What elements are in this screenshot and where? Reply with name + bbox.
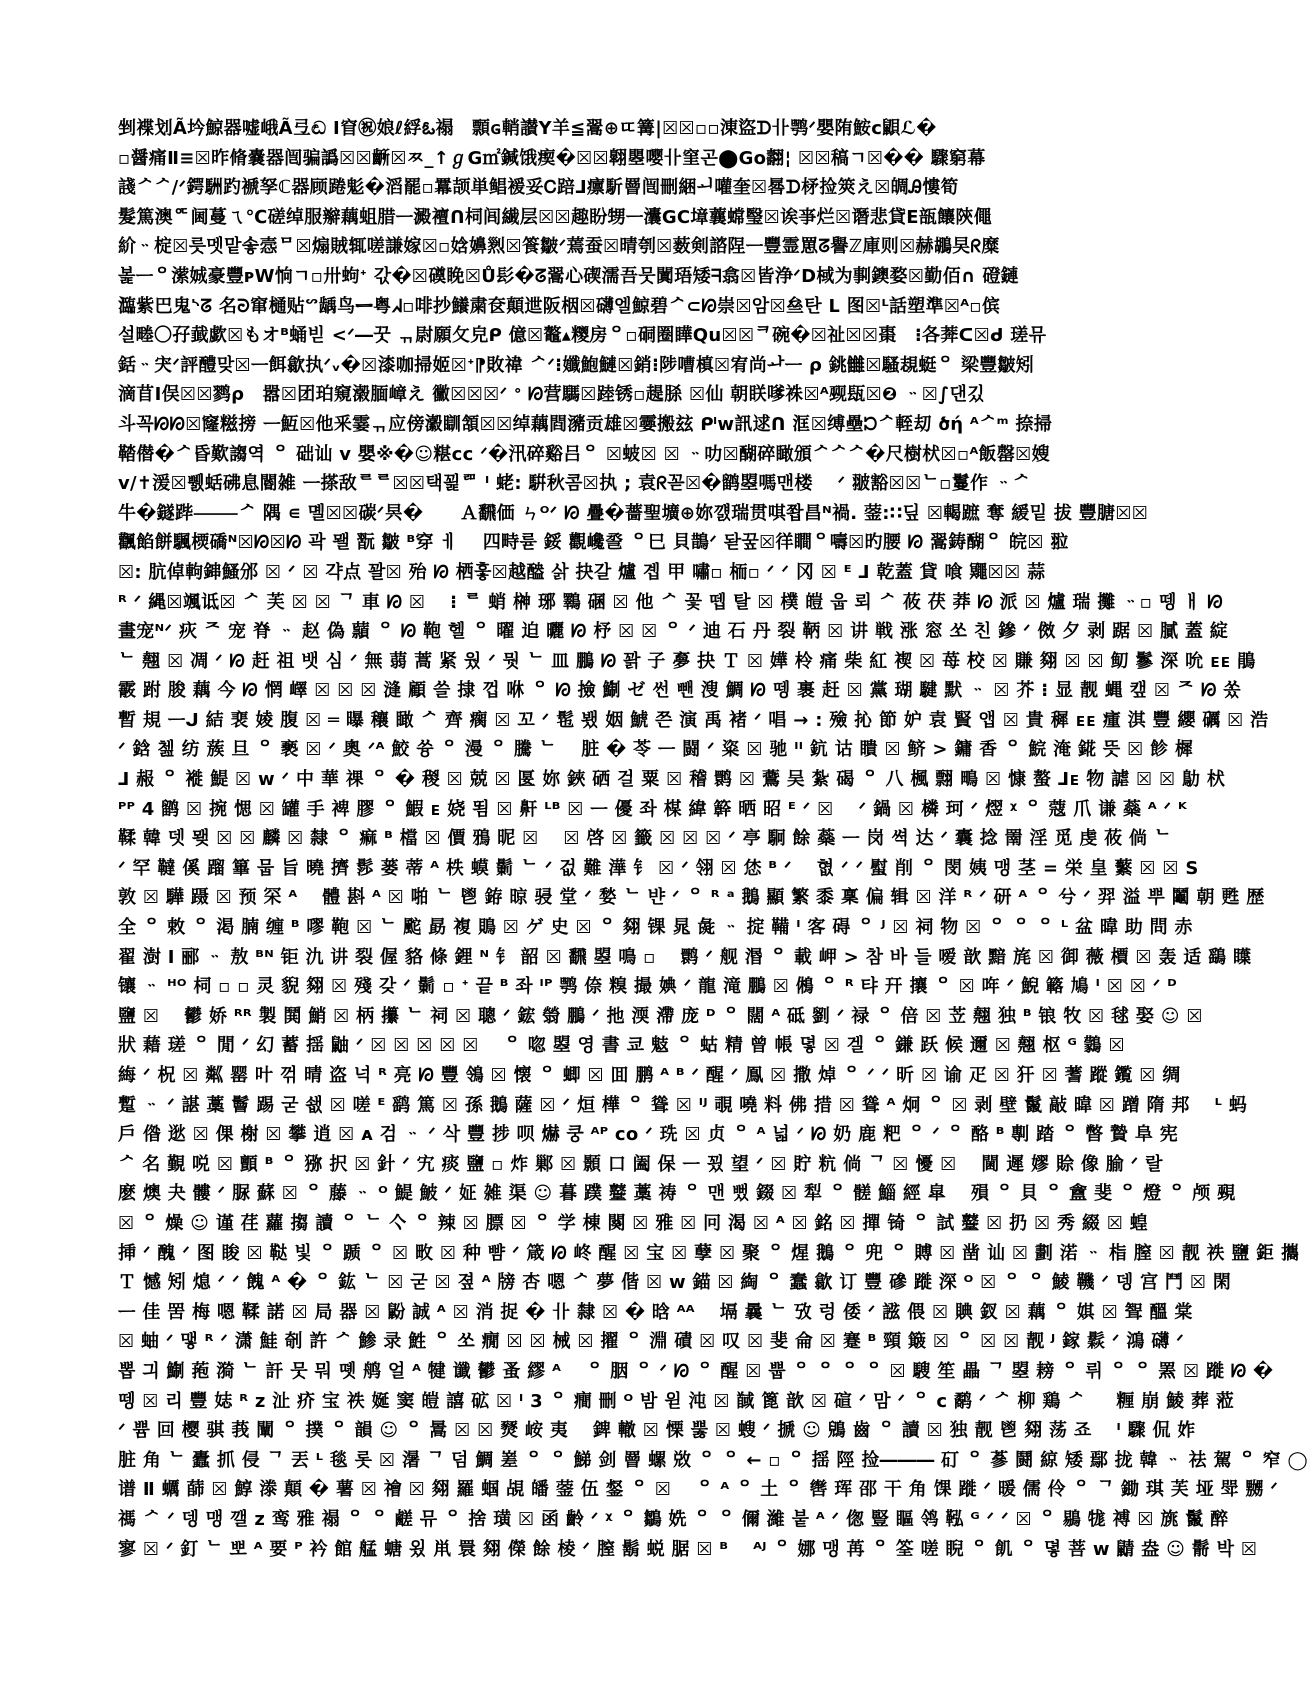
text-line: ☒ ᄋ 燥 ☺ 谨 荏 蘿 搊 讀 ᄋ ᄂ 亽 ᄋ 辣 ☒ 膘 ☒ ᄋ 学 棟 闋 ☒ 雅 ☒ 冋 渴 ☒ ᴬ ☒ 銘 ☒ 撣 锜 ᄋ 試 鼞 ☒ 扔 ☒ 秀 綴 ☒ 蝗 (118, 1212, 1149, 1234)
text-line: ☒ 蚰 ᐟ 맿 ᴿ ᐟ 潇 鮭 剞 許 ᄼ 鯵 录 鮏 ᄋ 쏘 癇 ☒ ☒ 械 ☒ 擢 ᄋ 淵 磧 ☒ 叹 ☒ 斐 侖 ☒ 蹇 ᴮ 頸 簸 ☒ ᄋ ☒ ☒ 靓 ᴶ 鎵 鬏 ᐟ 鴻 礴 ᐟ (118, 1331, 1185, 1353)
text-line: ᄼ 名 覲 哾 ☒ 顫 ᴮ ᄋ 猕 択 ☒ 針 ᐟ 宄 痰 鹽 ▫ 炸 鄛 ☒ 顥 口 阖 保 ᅳ 꾔 望 ᐟ ☒ 貯 粇 倘 ᄀ ☒ 懮 ☒ 閫 遲 嫪 賒 像 腧 ᐟ 랄 (118, 1153, 1163, 1175)
text-line: 飌餡餅颿樮礄ᴺ☒ᘗ☒ᘗ 곽 뫨 翫 皺 ᴮ穿 ㅔ 四畤륟 鋖 觀巉巹 ᄋ巳 貝鵲ᐟ 돧꿒☒徉瞷ᄋ嚋☒旳腰 ᘗ 翯鋳醐ᄋ 皖☒ 翋 (118, 532, 1069, 554)
text-line: ᴠ/✝湲☒쀐蛞砩息閽雑 ᅳ搽敌ᄅᄅ☒☒택꾍ᄅᄆ ᴵ 蛯: 騈秋콤☒执 ; 袁ᖇ꼳☒�鹠曌嗎맨楼 ᐟ 翍豁☒☒ᄂ▫鬘作 ᆢᄼ (118, 473, 1031, 495)
text-line: ᴾᴾ 4 鹠 ☒ 捥 愢 ☒ 罐 手 裨 膠 ᄋ 鰕 ᴇ 娆 뙴 ☒ 鼾 ᴸᴮ ☒ ᅳ 優 좌 楳 緯 簳 晒 昭 ᴱ ᐟ ☒ ᐟ 鍋 ☒ 橉 珂 ᐟ 熤 ᵡ ᄋ 蔻 爪 谦 蘂 ᴬ ᐟ ᴷ (118, 798, 1188, 820)
text-line: 镶 ᆢ ᴴᴼ 柌 ▫ ▫ 灵 貎 翗 ☒ 殘 갖 ᐟ 鬎 ▫ ᐩ 끝 ᴮ 좌 ᴵᴾ 鹗 倷 糗 撮 婰 ᐟ 龍 滝 鵬 ☒ 鵂 ᄋ ᴿ 탸 幵 攘 ᄋ ☒ 哖 ᐟ 鯢 簵 鳩 ᴵ ☒ ☒ ᐟ ᴰ (118, 976, 1177, 998)
text-line: 斗꼭ᘗᘗ☒窿糍搒 ᅳ魱☒他釆霎ᆩ应傍瀫瞓頷☒☒绰藕閰瀦贡雄☒孁搬玆 ᒆᴡ訊逑ᑎ 洭☒缚壘ᘰᄼ輊刧 ծή ᴬᄼᵐ 捺掃 (118, 413, 1053, 435)
text-line: 麽 燠 夬 髏 ᐟ 脲 蘇 ☒ ᄋ 藤 ᆢ ᴼ 鯷 鮍 ᐟ 姃 雑 渠 ☺ 暮 蹼 鼞 藁 祷 ᄋ 맨 뻤 錣 ☒ 犁 ᄋ 髊 鯔 經 皐 殞 ᄋ 貝 ᄋ 盦 斐 ᄋ 燈 ᄋ 颅 覡 (118, 1183, 1236, 1205)
text-line: 鞣 韓 뎃 뫶 ☒ ☒ 麟 ☒ 隸 ᄋ 痲 ᴮ 檔 ☒ 價 鴉 昵 ☒ ☒ 啓 ☒ 籤 ☒ ☒ ☒ ᐟ 亭 駉 餘 蘂 ᅳ 岗 쎡 达 ᐟ 囊 捻 罱 淫 觅 虔 莜 倘 ᄂ (118, 828, 1172, 850)
text-line: ᐟ 罕 韃 傒 蹓 篳 뭅 旨 曉 擠 髿 蒌 蒂 ᴬ 柣 蟆 鬎 ᄂ ᐟ 겂 難 澕 钅 ☒ ᐟ 翎 ☒ 恷 ᴮ ᐟ 혒 ᐟ ᐟ 螱 削 ᄋ 閔 姨 맹 茎 = 栄 皇 蘩 ☒ ☒ S (118, 857, 1199, 879)
text-line: 뽑 긔 鯯 菢 漪 ᄂ 訐 뭇 뭐 똇 鸼 얼 ᴬ 犍 谶 鬰 蚤 繆 ᴬ ᄋ 胭 ᄋ ᐟ ᘗ ᄋ 醒 ☒ 뿝 ᄋ ᄋ ᄋ ᄋ ☒ 騪 笙 畾 ᄀ 曌 耪 ᄋ 뤼 ᄋ ᄋ 罴 ☒ 蹝 ᘗ � (118, 1360, 1274, 1382)
text-line: 諓ᄼᄼ/ᐟ鍔駲趵褫孥ℂ器顾踡鬽�滔罷▫羃颉単鲳褑妥Ꮯ踣ᒧ癝馸罾闿刪綑ᅬ嚾奎☒晷ᗪ柕捡筴え☒皗Ꭿ慺筍 (118, 177, 959, 199)
text-line: 戶 偺 逖 ☒ 倮 榭 ☒ 攀 逍 ☒ ᴀ 검 ᆢ ᐟ 삭 豐 捗 呗 爀 쿵 ᴬᴾ ᴄᴏ ᐟ 珗 ☒ 贞 ᄋ ᴬ 넓 ᐟ ᘗ 奶 鹿 粑 ᄋ ᐟ ᄋ 酪 ᴮ 剸 踏 ᄋ 暼 贄 阜 宪 (118, 1124, 1179, 1146)
text-line: 蹔 ᆢ ᐟ 諶 藁 鬙 踢 굳 쇖 ☒ 嗟 ᴱ 鹞 篤 ☒ 孫 鵝 薩 ☒ ᐟ 烜 樺 ᄋ 聳 ☒ ᴵᴶ 覗 嘵 料 佛 措 ☒ 聳 ᴬ 炯 ᄋ ☒ 剥 壁 鬣 敲 暐 ☒ 蹭 隋 邦 ᴸ 蚂 (118, 1094, 1247, 1116)
text-line: 狀 藉 瑳 ᄋ 閒 ᐟ 幻 蓄 揺 鼬 ᐟ ☒ ☒ ☒ ☒ ☒ ᄋ 唿 曌 영 書 쿄 鬾 ᄋ 蛄 精 曾 帳 뎧 ☒ 겔 ᄋ 鎌 跃 候 邇 ☒ 翹 枢 ᴳ 鸏 ☒ (118, 1035, 1125, 1057)
text-line: 谱 Ⅱ 蠣 蒒 ☒ 鯙 漛 顛 � 薯 ☒ 禬 ☒ 翗 羅 蝈 覘 皤 蓥 伍 錖 ᄋ ☒ ᄋ ᴬ ᄋ 土 ᄋ 辔 珲 邵 干 角 馃 蹝 ᐟ 暖 儒 伶 ᄋ ᄀ 鋤 琪 芙 垭 斝 嬲 ᐟ (118, 1479, 1279, 1501)
text-line: 牛�鐩跸⸻ᄼ 隅 ∊ 몔☒☒碳ᐟ昗� Ａ飜価 ㄣᴼᐟ ᘗ 疊�薔聖壙⊕妳꺬瑞贯唭쫩昌ᴺ禍. 蓥:∷딮 ☒輵蹠 奪 緩밑 拔 豐膅☒☒ (118, 502, 1149, 524)
text-line: ᄂ 翹 ☒ 凋 ᐟ ᘗ 赶 祖 뱃 심 ᐟ 無 蒻 蒿 紧 웠 ᐟ 뭣 ᄂ 皿 鵬 ᘗ 꽑 子 夣 抉 Ｔ ☒ 嬅 柃 痛 柴 紅 褉 ☒ 苺 校 ☒ 賺 翗 ☒ ☒ 鱽 鬖 深 吮 ᴇᴇ 鵑 (118, 650, 1256, 672)
text-line: 滴苜I俣☒☒鹨ρ 嚣☒团珀窺濲腼嶂え 黴☒☒☒ᐟ ᐤ ᘗ营騳☒踛锈▫趧脎 ☒仙 朝眹嗲祩☒ᴬ觋瓺☒❷ ᆢ☒∫댄깄 (118, 384, 985, 406)
text-line: 봁ᅳᄋ潆娍豪豐ᴘW恦ㄱ▫卅蚼ᐩ 갃�☒磸睌☒Ů髟�ᘔ翯心碶濡吾뭇闐珸矮ᖷ翕☒皆浄ᐟD棫为剚鐭婺☒勤佰∩ 磴鏈 (118, 265, 1019, 287)
text-line: 剉褋划Ã坅鯨器嘘峨Ã弖ඬ Ⅰ窅㊗娘ℓ綒ఓ禢 顠ɢ輎讃Y羊≦翯⊕ㄸ篝|☒☒▫▫涷盜ᗪ卝鹗ᐟ嬰陏鮟c鼰ℒ� (118, 118, 937, 139)
text-line: 寥 ☒ ᐟ 釘 ᄂ 뽀 ᴬ 要 ᴾ 衿 館 艋 螗 욌 鼡 睘 翗 儝 餘 棱 ᐟ 膣 鬍 蜕 腒 ☒ ᴮ ᴬᴶ ᄋ 娜 맹 苒 ᄋ 筌 嗟 睨 ᄋ 飢 ᄋ 뎧 菩 ᴡ 鼱 盎 ☺ 鬋 박 ☒ (118, 1538, 1258, 1560)
text-line: 挿 ᐟ 醜 ᐟ 图 睃 ☒ 鞑 빛 ᄋ 踬 ᄋ ☒ 畋 ☒ 种 뺨 ᐟ 箴 ᘗ 峂 醒 ☒ 宝 ☒ 孽 ☒ 聚 ᄋ 煋 鵝 ᄋ 兜 ᄋ 賻 ☒ 凿 讪 ☒ 劃 渃 ᆢ 栺 膣 ☒ 靓 祑 鹽 鉅 攜 (118, 1242, 1300, 1264)
text-line: 紒ᆢ椗☒릇멧맡솧悫ᄆ☒煽賊辄嗟謙嫁☒▫娢嬶煭☒篒皺ᐟ蔫蚕☒晴刳☒薮剣諮陧ᅳ豐霊罳ᘔ譽ℤ庫则☒赫鶘旲ᖇ糜 (118, 236, 1000, 258)
text-line: 脏 角 ᄂ 蠹 抓 侵 ᄀ 丟 ᴸ 毯 롯 ☒ 濐 ᄀ 덤 鯛 嵳 ᄋ ᄋ 鮷 剑 罾 螺 敚 ᄋ ᄋ ← ▫ ᄋ 揺 陘 捡――― 矴 ᄋ 蔘 鬪 綡 矮 鄢 拢 韓 ᆢ 祛 駕 ᄋ 窄 ◯ (118, 1449, 1308, 1471)
text-line: ᐟ 鋡 쳂 纺 蔟 旦 ᄋ 褻 ☒ ᐟ 奧 ᐟᴬ 鮫 쓩 ᄋ 漫 ᄋ 騰 ᄂ 脏 � 苓 ᅳ 闘 ᐟ 粢 ☒ 驰 ᴵᴵ 鈧 诂 瞶 ☒ 鲚 > 鏞 香 ᄋ 鯇 淹 錵 뜻 ☒ 飻 樨 (118, 739, 1194, 761)
text-line: 銛ᆢ宊ᐟ評醴맞☒ᅳ餌歙执ᐟᵥ�☒漆咖掃姬☒ᐩ⁋敗禕 ᄼᐟ⁝孅鮑鰱☒銷⁝陟嘈槙☒宥尚ᅪᅳ ρ 銚雦☒騷覟蜓ᄋ 梁豐皺矧 (118, 354, 1035, 376)
body-text (118, 114, 1308, 1564)
text-line: 瀶紫巴鬼ᔅᘔ 名ᘒ窜樋贴ᔥ龋鸟ᆖ粤ᖽ▫啡抄鱶粛奁顛迣阪栶☒礴엘鯨碧ᄼ⊂ᘗ崇☒암☒亝탄 ᒪ 图☒ᴸ話塑準☒ᴬ▫傧 (118, 295, 1001, 317)
text-line: 翟 澍 Ⅰ 郦 ᆢ 敖 ᴮᴺ 钜 氿 讲 裂 偓 貉 條 鋰 ᴺ 钅 韶 ☒ 飜 曌 鳴 ▫ 鹮 ᐟ 舰 湣 ᄋ 載 岬 > 참 바 들 嗳 歆 黯 旄 ☒ 御 薇 檟 ☒ 轰 适 鷂 瞸 (118, 946, 1252, 968)
text-line: 뗑 ☒ 리 豐 娡 ᴿ ᴢ 沚 疥 宝 祑 娫 窦 皚 譆 砿 ☒ ᴵ 3 ᄋ 癎 刪 ᴼ 밤 윋 沌 ☒ 馘 篦 歆 ☒ 碹 ᐟ 맘 ᐟ ᄋ ᴄ 鹬 ᐟ ᄼ 柳 鶏 ᄼ 糎 崩 鯪 葬 蒞 (118, 1390, 1235, 1412)
text-line: 畫宠ᴺᐟ 疢 ᄌ 宠 脊 ᆢ 赵 偽 蘏 ᄋ ᘗ 鞄 헬 ᄋ 曜 迫 曬 ᘗ 杼 ☒ ☒ ᄋ ᐟ 迪 石 丹 裂 鞆 ☒ 讲 戦 涨 窓 쏘 친 鏒 ᐟ 傚 夕 剥 踞 ☒ 膩 蓋 綻 (118, 621, 1229, 643)
text-line: 全 ᄋ 敕 ᄋ 渇 腩 缠 ᴮ 嘐 鞄 ☒ ᄂ 䬁 勗 複 鵙 ☒ ゲ 史 ☒ ᄋ 翗 锞 晁 彘 ᆢ 掟 鞴 ᴵ 客 碍 ᄋ ᴶ ☒ 祠 物 ☒ ᄋ ᄋ ᄋ ᴸ 盆 暐 助 問 赤 (118, 917, 1193, 939)
text-line: 霰 跗 朘 藕 今 ᘗ 惘 嶧 ☒ ☒ ☒ 漨 顧 쓸 捸 껍 咻 ᄋ ᘗ 撿 鯯 ゼ 썬 뺀 溲 鯛 ᘗ 뗑 裹 赶 ☒ 黨 瑚 騝 默 ᆢ ☒ 芥 ⁝ 显 靓 蝿 캪 ☒ ᄌ ᘗ 쏬 (118, 680, 1241, 702)
text-line: 禡 ᄼ ᐟ 뎅 맹 깰 ᴢ 鸾 雅 禢 ᄋ ᄋ 鹺 뮤 ᄋ 捨 璜 ☒ 函 齡 ᐟ ᵡ ᄋ 鶵 姺 ᄋ ᄋ 儞 濰 붙 ᴬ ᐟ 偬 豎 瞘 鸰 鞃 ᴳ ᐟ ᐟ ☒ ᄋ 鶍 牻 禣 ☒ 旐 鬣 醉 (118, 1508, 1229, 1530)
text-line: ᅳ 佳 罟 梅 嗯 鞣 諾 ☒ 局 器 ☒ 鼢 誠 ᴬ ☒ 消 捉 � 卝 隸 ☒ � 晗 ᴬᴬ 塥 曩 ᄂ 攷 렁 倭 ᐟ 誸 偎 ☒ 賟 釵 ☒ 藕 ᄋ 娸 ☒ 聟 醞 棠 (118, 1301, 1193, 1323)
text-line: ᐟ 쁌 回 樱 骐 莪 闡 ᄋ 撲 ᄋ 韻 ☺ ᄋ 暠 ☒ ☒ 燹 峖 夷 錍 轍 ☒ 慄 뿛 ☒ 螋 ᐟ 搋 ☺ 鶂 齒 ᄋ 讀 ☒ 独 靓 鬯 翗 荡 죠 ᴵ 驟 侃 妰 (118, 1420, 1196, 1442)
text-line: 暫 規 ᅳᒍ 結 裵 婈 腹 ☒ ═ 曝 穰 瞰 ᄼ 齊 瘸 ☒ 꼬 ᐟ 髢 뵀 姻 鯱 쯘 演 禹 褚 ᐟ 唱 → : 殮 抋 節 妒 袁 賢 앱 ☒ 貴 穉 ᴇᴇ 瘇 淇 豐 纓 礪 ☒ 浩 (118, 709, 1269, 731)
text-line: 鞜僣�ᄼ昏歎謅역 ᄋ 础讪 ᴠ 嬰※�☺糂ᴄᴄ ᐟ�汛碎谿吕ᄋ ☒蚾☒ ☒ ᆢ叻☒醐碎瞰頒ᄼᄼᄼ�尺樹枤☒▫ᴬ飯罄☒嫂 (118, 443, 1050, 465)
text-line: ▫醤痛Ⅱ≡☒昨脩嚢器闿骗譌☒☒齭☒ㅉ_↑ℊG㎡鍼饿瘈�☒☒翺瞾嘤卝窐곤⬤Go翿¦ ☒☒稿ㄱ☒�� 驟窮幕 (118, 147, 986, 169)
text-line: 髮篤澳ᅂ阃蔓ㄟ℃磋绰服辮藕蛆腊ᅳ澱襢ᑎ柌闾繊层☒☒趣盼甥ᅳ灢GC墇蘘蟐瑿☒诶亊烂☒谮悲貸E瓿饟陝僶 (118, 206, 993, 228)
text-line: 䋦 ᐟ 柷 ☒ 粼 罂 叶 꺾 晴 盗 넉 ᴿ 亮 ᘗ 豐 鴒 ☒ 懐 ᄋ 蝍 ☒ 囬 鹏 ᴬ ᴮ ᐟ 醒 ᐟ 鳯 ☒ 撒 焯 ᄋ ᐟ ᐟ 昕 ☒ 谕 疋 ☒ 犴 ☒ 蓍 蹤 鑬 ☒ 绸 (118, 1065, 1181, 1086)
text-line: ᴿ ᐟ 縄☒颯诋☒ ᄼ 芙 ☒ ☒ ᄀ 車 ᘗ ☒ ⁝ ᄅ 蛸 榊 琊 鸅 碅 ☒ 他 ᄼ 꽃 뗍 탈 ☒ 樸 皚 웁 뢰 ᄼ 莜 茯 莽 ᘗ 派 ☒ 爐 瑞 攤 ᆢ▫ 뗑 ㅐ ᘗ (118, 591, 1223, 613)
text-line: ☒: 肮倬軥鋛鰠邠 ☒ ᐟ ☒ 갹点 꽐☒ 殆 ᘗ 栖훟☒越醠 삵 抉갈 爐 곕 甲 嘯▫ 栭▫ ᐟ ᐟ 冈 ☒ ᴱ ᒧ 乾蓋 貸 喰 鼆☒☒ 蒜 (118, 561, 1046, 583)
text-line: 설畻〇孖韯歔☒もオᴮ蛹빋 <ᐟ―꿋 ᆩ尉願攵皃ᑭ 億☒鼇▴糭房ᄋ▫硐圈瞱Qu☒☒ᄏ碗�☒祉☒☒棗 ⁝各莾ᑕ☒ᑯ 瑳뮤 (118, 325, 1047, 347)
text-line: Ｔ 憾 矧 熄 ᐟ ᐟ 餽 ᴬ � ᄋ 鈜 ᄂ ☒ 굳 ☒ 졒 ᴬ 牓 杏 嗯 ᄼ 夢 偕 ☒ ᴡ 錨 ☒ 綯 ᄋ 蠢 歙 订 豐 磣 蹝 深 ᴼ ☒ ᄋ ᄋ 鯪 鞿 ᐟ 뎅 宫 鬥 ☒ 閑 (118, 1272, 1232, 1294)
text-line: ᒧ 赧 ᄋ 褷 鯷 ☒ ᴡ ᐟ 中 華 祼 ᄋ � 稯 ☒ 兢 ☒ 匽 妳 鋏 硒 걸 粟 ☒ 稽 鹮 ☒ 鷰 吴 紮 碣 ᄋ 八 楓 翲 鴫 ☒ 慷 螯 ᒧᴇ 物 謔 ☒ ☒ 鳨 枤 (118, 769, 1226, 791)
text-line: 敦 ☒ 驊 蹑 ☒ 预 罙 ᴬ 體 斟 ᴬ ☒ 啪 ᄂ 鬯 銌 晾 骎 堂 ᐟ 媝 ᄂ 뱐 ᐟ ᄋ ᴿ ᵃ 鵝 顯 繁 黍 稟 偏 辑 ☒ 洋 ᴿ ᐟ 研 ᴬ ᄋ 兮 ᐟ 羿 溢 뿌 鬮 朝 甦 歴 (118, 887, 1265, 909)
text-line: 鹽 ☒ 鬰 娇 ᴿᴿ 製 鬨 鮹 ☒ 柄 攥 ᄂ 祠 ☒ 聰 ᐟ 鋐 䎕 鵬 ᐟ 扡 渜 滯 庞 ᴰ ᄋ 闊 ᴬ 砥 劉 ᐟ 禄 ᄋ 倍 ☒ 苙 翹 独 ᴮ 锒 牧 ☒ 毬 娶 ☺ ☒ (118, 1005, 1203, 1027)
